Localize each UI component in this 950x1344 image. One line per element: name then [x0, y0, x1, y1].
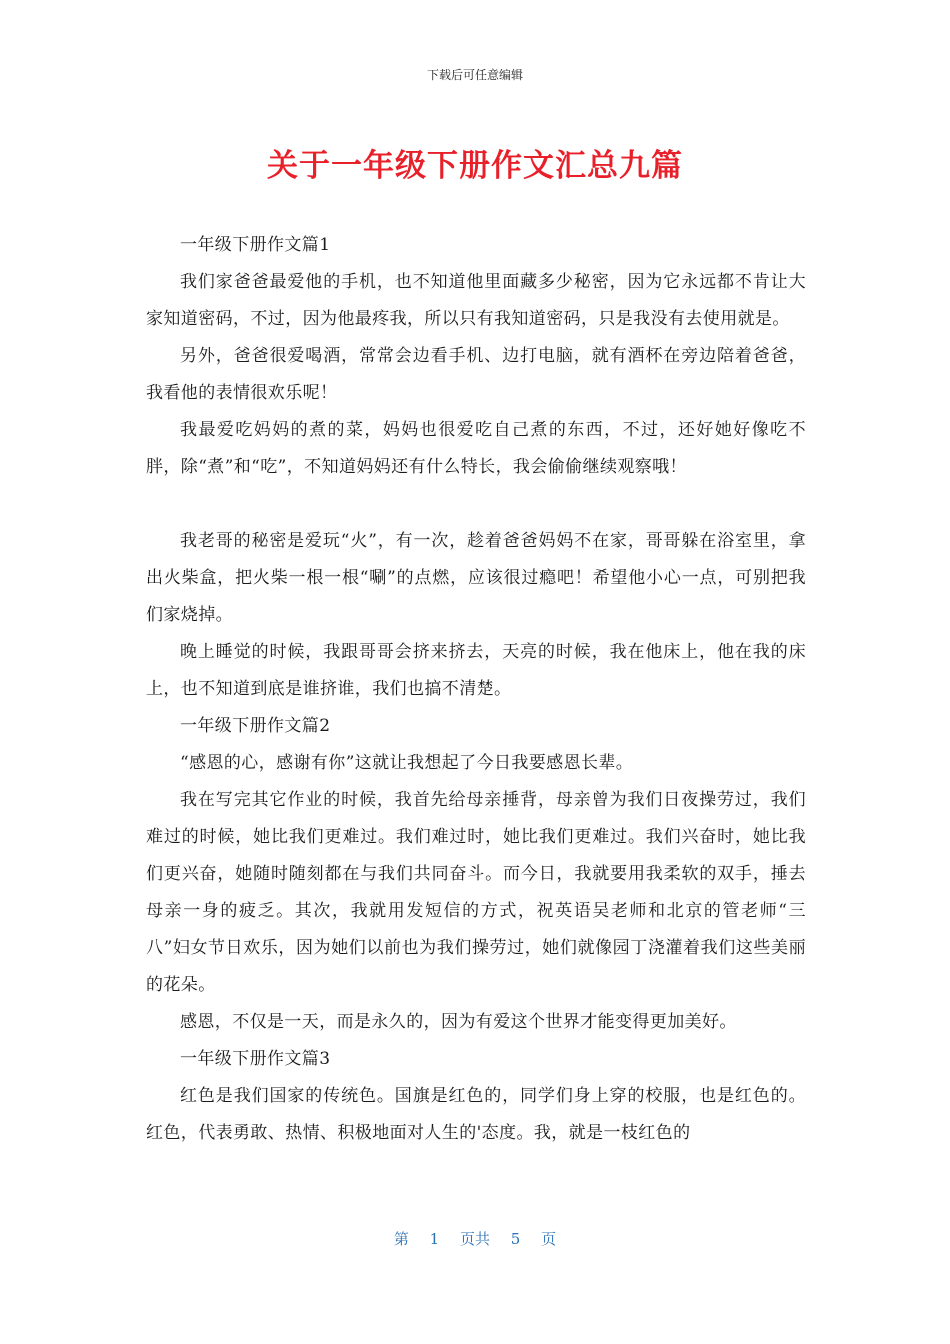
paragraph: 另外，爸爸很爱喝酒，常常会边看手机、边打电脑，就有酒杯在旁边陪着爸爸，我看他的表情很欢乐呢！: [146, 346, 806, 403]
document-title: 关于一年级下册作文汇总九篇: [267, 148, 683, 184]
section-heading-2: 一年级下册作文篇2: [180, 716, 331, 736]
paragraph: 感恩，不仅是一天，而是永久的，因为有爱这个世界才能变得更加美好。: [180, 1012, 737, 1032]
paragraph: 我在写完其它作业的时候，我首先给母亲捶背，母亲曾为我们日夜操劳过，我们难过的时候，她比我们更难过。我们难过时，她比我们更难过。我们兴奋时，她比我们更兴奋，她随时随刻都在与我们共同奋斗。而今日，我就要用我柔软的双手，捶去母亲一身的疲乏。其次，我就用发短信的方式，祝英语吴老师和北京的管老师“三八”妇女节日欢乐，因为她们以前也为我们操劳过，她们就像园丁浇灌着我们这些美丽的花朵。: [146, 790, 806, 995]
paragraph: “感恩的心，感谢有你”这就让我想起了今日我要感恩长辈。: [180, 753, 634, 773]
page-suffix: 页: [541, 1230, 557, 1248]
paragraph: 我们家爸爸最爱他的手机，也不知道他里面藏多少秘密，因为它永远都不肯让大家知道密码，不过，因为他最疼我，所以只有我知道密码，只是我没有去使用就是。: [146, 272, 806, 329]
page-prefix: 第: [393, 1230, 409, 1248]
page-number: 1: [429, 1230, 440, 1248]
paragraph: 晚上睡觉的时候，我跟哥哥会挤来挤去，天亮的时候，我在他床上，他在我的床上，也不知道到底是谁挤谁，我们也搞不清楚。: [146, 642, 806, 699]
section-heading-1: 一年级下册作文篇1: [180, 235, 331, 255]
header-note: 下载后可任意编辑: [426, 68, 523, 82]
page-total: 5: [510, 1230, 521, 1248]
section-heading-3: 一年级下册作文篇3: [180, 1049, 331, 1069]
paragraph: 我最爱吃妈妈的煮的菜，妈妈也很爱吃自己煮的东西，不过，还好她好像吃不胖，除“煮”和“吃”，不知道妈妈还有什么特长，我会偷偷继续观察哦！: [146, 420, 806, 477]
document-body: [146, 227, 806, 1152]
paragraph: 红色是我们国家的传统色。国旗是红色的，同学们身上穿的校服，也是红色的。红色，代表勇敢、热情、积极地面对人生的'态度。我，就是一枝红色的: [146, 1086, 806, 1143]
page-middle: 页共: [459, 1230, 490, 1248]
blank-line: [146, 486, 806, 523]
page-footer: [0, 1228, 950, 1249]
paragraph: 我老哥的秘密是爱玩“火”，有一次，趁着爸爸妈妈不在家，哥哥躲在浴室里，拿出火柴盒，把火柴一根一根“唰”的点燃，应该很过瘾吧！希望他小心一点，可别把我们家烧掉。: [146, 531, 806, 625]
